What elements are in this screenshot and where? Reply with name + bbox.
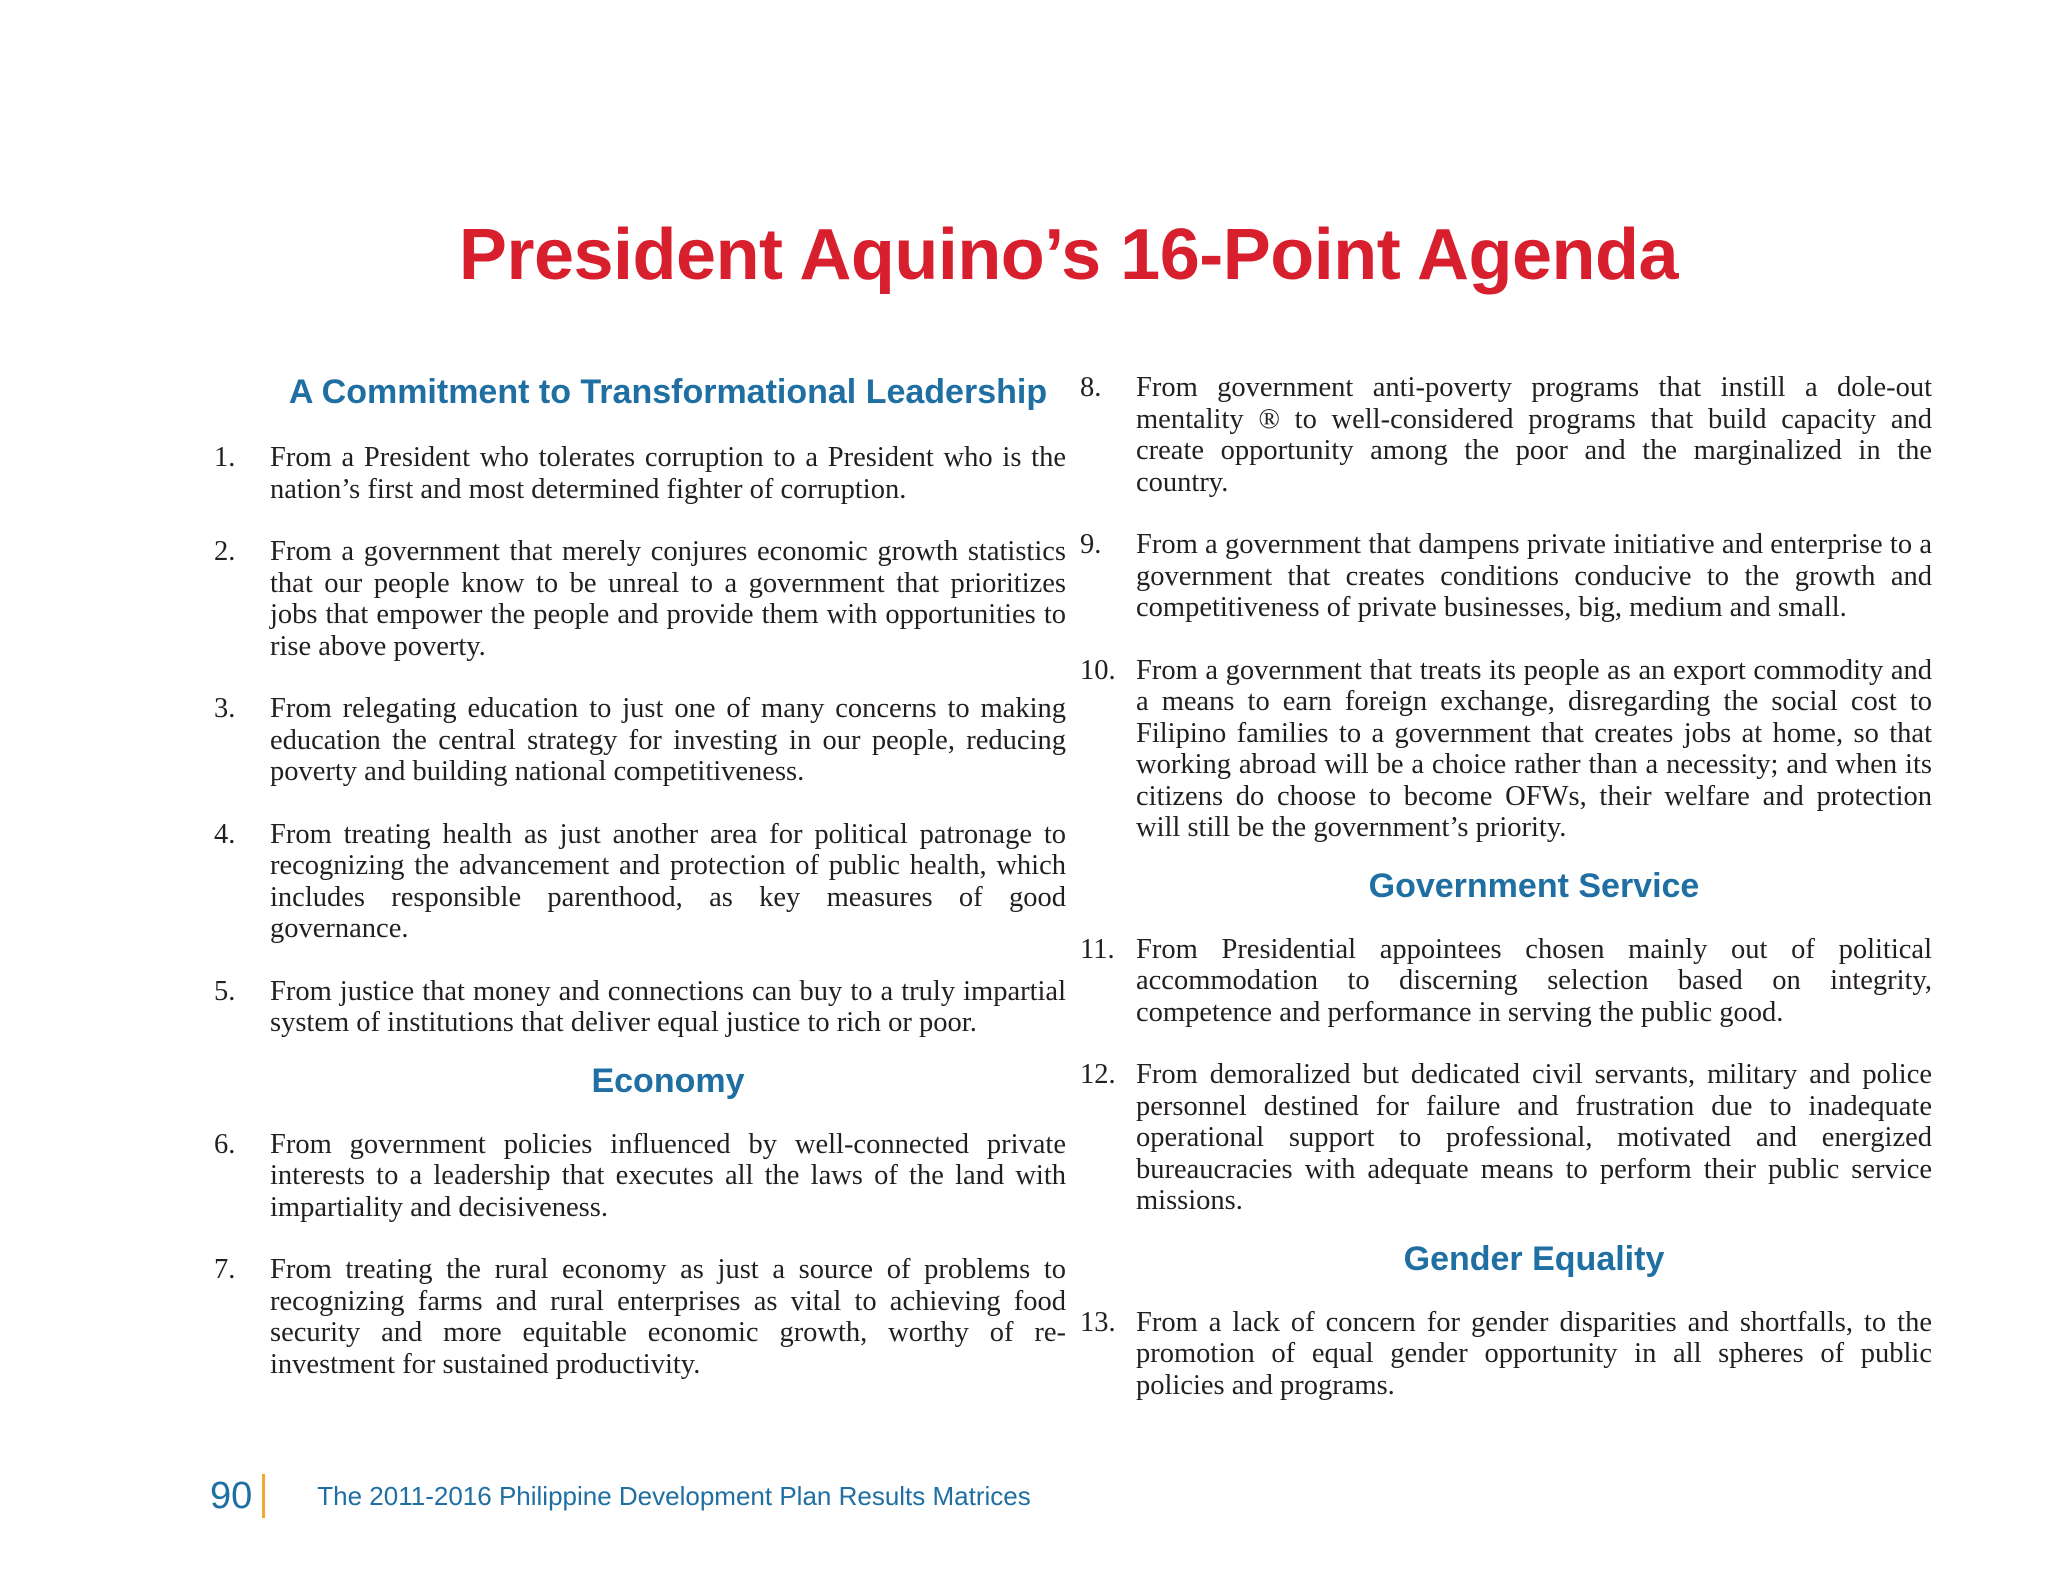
page-footer	[210, 1472, 1031, 1520]
item-number: 10.	[1080, 654, 1116, 686]
item-text: From a government that treats its people as an export commodity and a means to earn foreign exchange, disregarding the social cost to Filipino families to a government that creates jobs at home, so that working abroad will be a choice rather than a necessity; and when its citizens do choose to become OFWs, their welfare and protection will still be the government’s priority.	[1136, 654, 1932, 843]
left-column	[214, 372, 1066, 1380]
item-text: From a President who tolerates corruption to a President who is the nation’s first and most determined fighter of corruption.	[270, 442, 1066, 505]
item-number: 7.	[214, 1254, 236, 1285]
page-title: President Aquino’s 16-Point Agenda	[458, 215, 1679, 295]
agenda-item-11	[1080, 934, 1932, 1029]
item-text: From government anti-poverty programs that instill a dole-out mentality ® to well-considered programs that build capacity and create opportunity among the poor and the marginalized in the country.	[1136, 372, 1932, 498]
agenda-item-5	[214, 976, 1066, 1039]
item-number: 9.	[1080, 529, 1102, 560]
footer-divider	[262, 1474, 265, 1518]
agenda-item-9	[1080, 529, 1932, 624]
item-text: From treating the rural economy as just a source of problems to recognizing farms and rural enterprises as vital to achieving food security and more equitable economic growth, worthy of re-investment for sustained productivity.	[270, 1254, 1066, 1380]
item-text: From a government that dampens private initiative and enterprise to a government that creates conditions conducive to the growth and competitiveness of private businesses, big, medium and small.	[1136, 529, 1932, 623]
item-text: From demoralized but dedicated civil servants, military and police personnel destined for failure and frustration due to inadequate operational support to professional, motivated and energized bureaucracies with adequate means to perform their public service missions.	[1136, 1059, 1932, 1216]
item-text: From a lack of concern for gender disparities and shortfalls, to the promotion of equal gender opportunity in all spheres of public policies and programs.	[1136, 1306, 1932, 1401]
agenda-item-7	[214, 1254, 1066, 1380]
item-number: 13.	[1080, 1306, 1116, 1338]
item-number: 1.	[214, 442, 236, 473]
item-text: From Presidential appointees chosen mainly out of political accommodation to discerning selection based on integrity, competence and performance in serving the public good.	[1136, 933, 1932, 1028]
agenda-item-6	[214, 1129, 1066, 1224]
agenda-item-8	[1080, 372, 1932, 498]
item-number: 3.	[214, 693, 236, 724]
agenda-item-2	[214, 536, 1066, 662]
item-text: From treating health as just another area for political patronage to recognizing the advancement and protection of public health, which includes responsible parenthood, as key measures of good governance.	[270, 818, 1066, 944]
item-text: From a government that merely conjures economic growth statistics that our people know to be unreal to a government that prioritizes jobs that empower the people and provide them with opportunities to rise above poverty.	[270, 536, 1066, 662]
page-number: 90	[210, 1475, 253, 1517]
agenda-item-3	[214, 693, 1066, 788]
item-number: 4.	[214, 818, 236, 850]
item-number: 11.	[1080, 933, 1115, 965]
item-number: 12.	[1080, 1059, 1116, 1090]
agenda-item-13	[1080, 1307, 1932, 1402]
item-number: 8.	[1080, 372, 1102, 403]
section-heading-economy: Economy	[591, 1061, 745, 1100]
item-text: From government policies influenced by well-connected private interests to a leadership that executes all the laws of the land with impartiality and decisiveness.	[270, 1128, 1066, 1223]
item-number: 6.	[214, 1128, 236, 1160]
section-heading-leadership: A Commitment to Transformational Leadership	[288, 373, 1048, 411]
item-number: 5.	[214, 975, 236, 1007]
section-heading-government-service: Government Service	[1368, 866, 1700, 905]
item-text: From justice that money and connections can buy to a truly impartial system of institutions that deliver equal justice to rich or poor.	[270, 975, 1066, 1038]
item-number: 2.	[214, 536, 236, 567]
section-heading-gender-equality: Gender Equality	[1403, 1239, 1665, 1278]
item-text: From relegating education to just one of many concerns to making education the central strategy for investing in our people, reducing poverty and building national competitiveness.	[270, 693, 1066, 787]
agenda-item-12	[1080, 1059, 1932, 1217]
agenda-item-1	[214, 442, 1066, 505]
document-title: The 2011-2016 Philippine Development Plan Results Matrices	[317, 1481, 1031, 1511]
agenda-item-4	[214, 819, 1066, 945]
right-column	[1080, 372, 1932, 1401]
agenda-item-10	[1080, 655, 1932, 844]
